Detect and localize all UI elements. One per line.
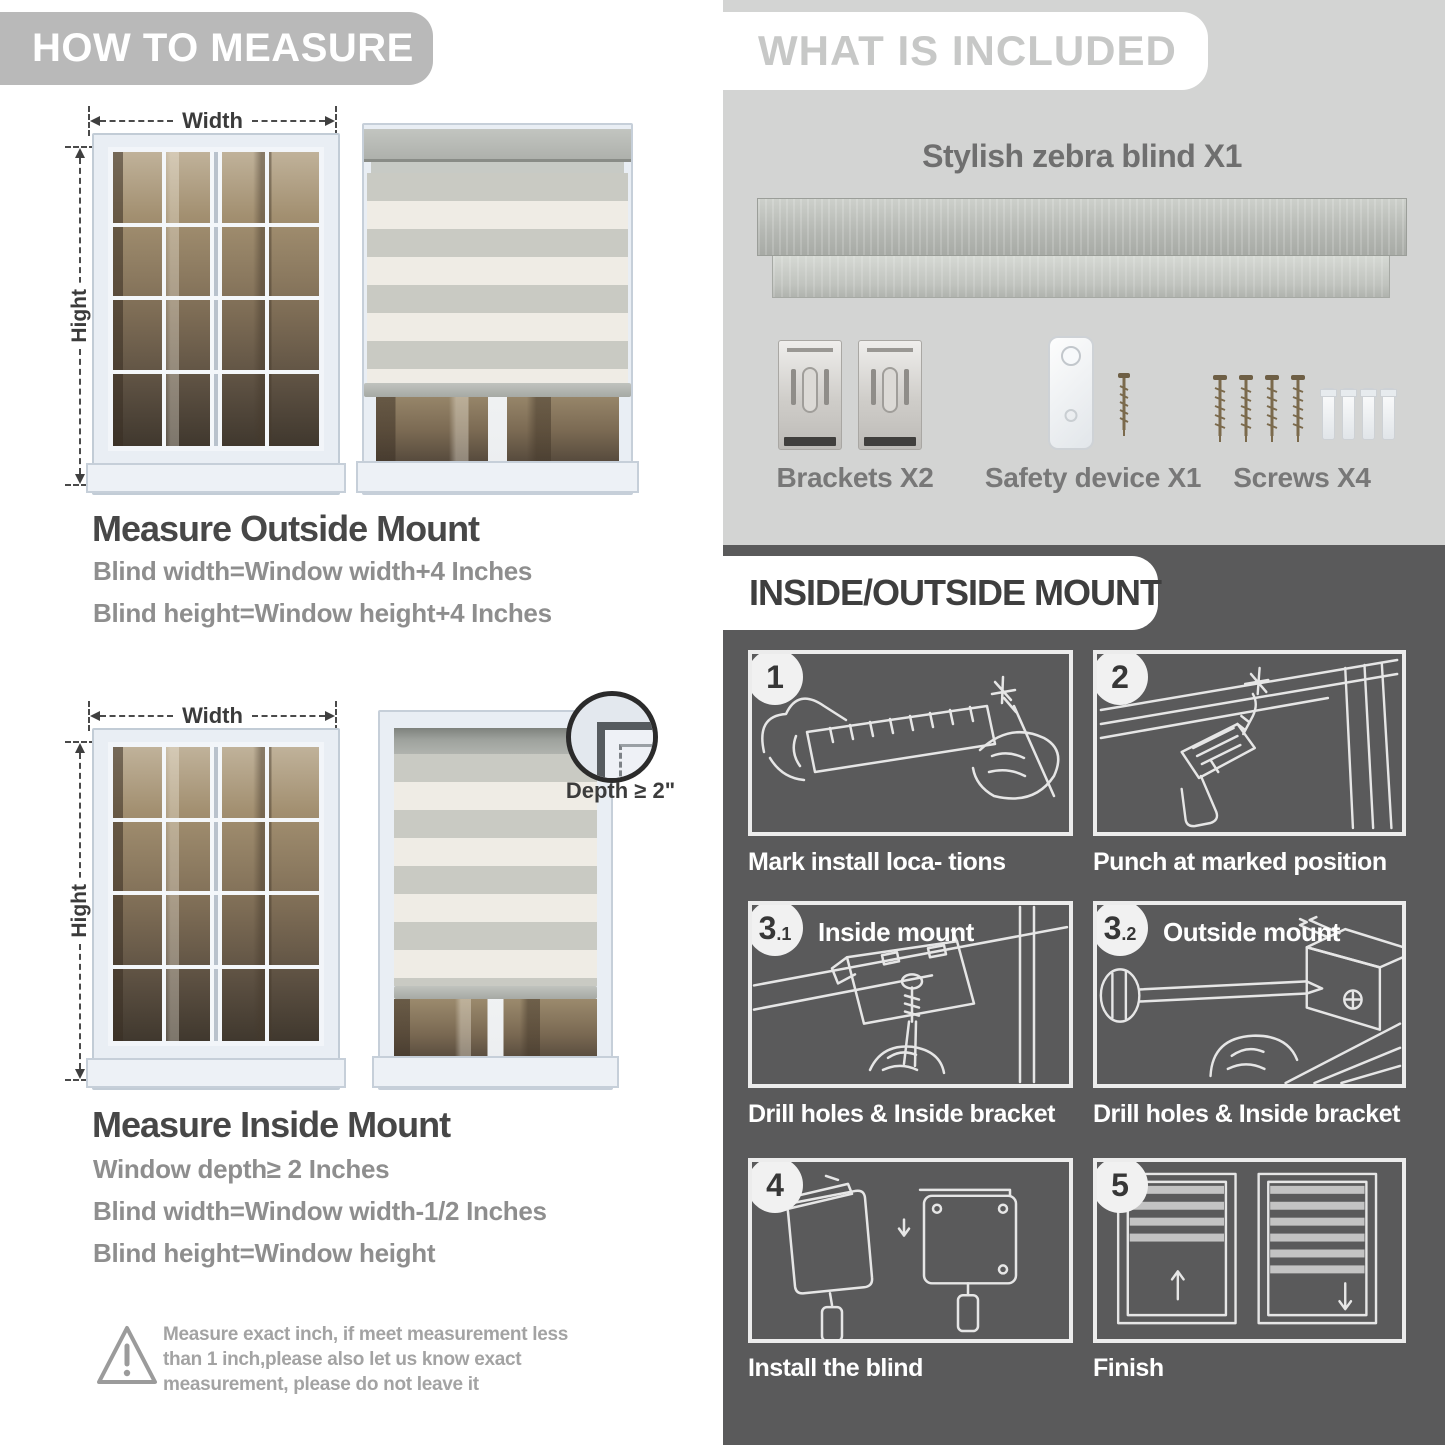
height-label: Hight bbox=[68, 878, 92, 944]
step-caption-4: Install the blind bbox=[748, 1354, 923, 1382]
width-label: Width bbox=[182, 108, 243, 133]
safety-device-image bbox=[1048, 336, 1132, 450]
what-is-included-header: WHAT IS INCLUDED bbox=[723, 12, 1208, 90]
screw-icon bbox=[1264, 374, 1280, 444]
window-glass bbox=[108, 147, 324, 451]
blind-bottom-rail bbox=[394, 986, 597, 999]
magnifier-icon bbox=[566, 691, 658, 783]
bracket-screw bbox=[904, 369, 909, 405]
window-muntin bbox=[113, 223, 319, 227]
outside-mount-title: Measure Outside Mount bbox=[92, 508, 480, 549]
step-badge: 3 .2 bbox=[1093, 901, 1148, 956]
bracket-icon bbox=[858, 340, 922, 450]
height-label: Hight bbox=[68, 283, 92, 349]
blind-cassette bbox=[364, 129, 631, 162]
window-muntin bbox=[113, 818, 319, 822]
inside-mount-title: Measure Inside Mount bbox=[92, 1104, 451, 1145]
zebra-blind-stripes bbox=[367, 173, 628, 383]
depth-label: Depth ≥ 2" bbox=[565, 778, 676, 803]
note-line-1: Measure exact inch, if meet measurement less bbox=[163, 1324, 568, 1345]
step-caption-3-2: Drill holes & Inside bracket bbox=[1093, 1100, 1400, 1128]
step-caption-3-1: Drill holes & Inside bracket bbox=[748, 1100, 1055, 1128]
screw-icon bbox=[1238, 374, 1254, 444]
step-badge: 2 bbox=[1093, 650, 1148, 705]
step-caption-5: Finish bbox=[1093, 1354, 1164, 1382]
blind-bottom-rail bbox=[364, 383, 631, 397]
step-panel-4 bbox=[748, 1158, 1073, 1343]
bracket-screw bbox=[791, 369, 796, 405]
window-muntin bbox=[113, 965, 319, 969]
window-sill bbox=[372, 1056, 619, 1088]
window-muntin bbox=[113, 370, 319, 374]
step-caption-2: Punch at marked position bbox=[1093, 848, 1387, 876]
brackets-image bbox=[778, 340, 922, 450]
step-panel-2 bbox=[1093, 650, 1406, 836]
window-reflection bbox=[376, 391, 619, 463]
inside-mount-label: Inside mount bbox=[818, 917, 974, 947]
window-sill bbox=[86, 463, 346, 493]
blind-headrail-underbar bbox=[772, 256, 1390, 298]
window-muntin bbox=[113, 296, 319, 300]
step-badge: 4 bbox=[748, 1158, 803, 1213]
wall-anchor-icon bbox=[1382, 388, 1395, 440]
window-illustration-inside bbox=[92, 728, 340, 1090]
anchors-image bbox=[1322, 388, 1395, 440]
window-reflection bbox=[394, 999, 597, 1061]
window-muntin bbox=[113, 891, 319, 895]
screws-image bbox=[1212, 374, 1306, 444]
inside-mount-formula-height: Blind height=Window height bbox=[93, 1238, 436, 1268]
window-glass bbox=[108, 742, 324, 1046]
window-illustration-outside bbox=[92, 133, 340, 495]
step-panel-3-1 bbox=[748, 901, 1073, 1088]
wall-anchor-icon bbox=[1362, 388, 1375, 440]
step-panel-5 bbox=[1093, 1158, 1406, 1343]
blind-headrail-image bbox=[757, 198, 1407, 256]
inside-mount-formula-depth: Window depth≥ 2 Inches bbox=[93, 1154, 390, 1184]
window-sill bbox=[86, 1058, 346, 1088]
bracket-slot bbox=[802, 367, 818, 413]
bracket-screw bbox=[871, 369, 876, 405]
product-label: Stylish zebra blind X1 bbox=[922, 138, 1242, 174]
screws-label: Screws X4 bbox=[1233, 462, 1371, 493]
screw-icon bbox=[1290, 374, 1306, 444]
bracket-slot bbox=[882, 367, 898, 413]
step-badge: 1 bbox=[748, 650, 803, 705]
blind-illustration-outside bbox=[362, 123, 633, 495]
step-panel-1 bbox=[748, 650, 1073, 836]
width-label: Width bbox=[182, 703, 243, 728]
note-line-2: than 1 inch,please also let us know exact bbox=[163, 1349, 522, 1370]
bracket-icon bbox=[778, 340, 842, 450]
brackets-label: Brackets X2 bbox=[776, 462, 934, 493]
warning-triangle-icon bbox=[95, 1322, 159, 1390]
safety-device-label: Safety device X1 bbox=[984, 462, 1202, 493]
screw-icon bbox=[1212, 374, 1228, 444]
screw-icon bbox=[1116, 372, 1132, 438]
window-sill bbox=[356, 461, 639, 493]
outside-mount-formula-width: Blind width=Window width+4 Inches bbox=[93, 556, 533, 586]
inside-mount-formula-width: Blind width=Window width-1/2 Inches bbox=[93, 1196, 547, 1226]
step-caption-1: Mark install loca- tions bbox=[748, 848, 1006, 876]
note-line-3: measurement, please do not leave it bbox=[163, 1374, 479, 1395]
step-panel-3-2 bbox=[1093, 901, 1406, 1088]
wall-anchor-icon bbox=[1322, 388, 1335, 440]
mount-header: INSIDE/OUTSIDE MOUNT bbox=[723, 556, 1158, 630]
how-to-measure-header: HOW TO MEASURE bbox=[0, 12, 433, 85]
step-badge: 3 .1 bbox=[748, 901, 803, 956]
wall-anchor-icon bbox=[1342, 388, 1355, 440]
outside-mount-label: Outside mount bbox=[1163, 917, 1340, 947]
step-badge: 5 bbox=[1093, 1158, 1148, 1213]
outside-mount-formula-height: Blind height=Window height+4 Inches bbox=[93, 598, 552, 628]
bracket-screw bbox=[824, 369, 829, 405]
safety-device-icon bbox=[1048, 336, 1094, 450]
